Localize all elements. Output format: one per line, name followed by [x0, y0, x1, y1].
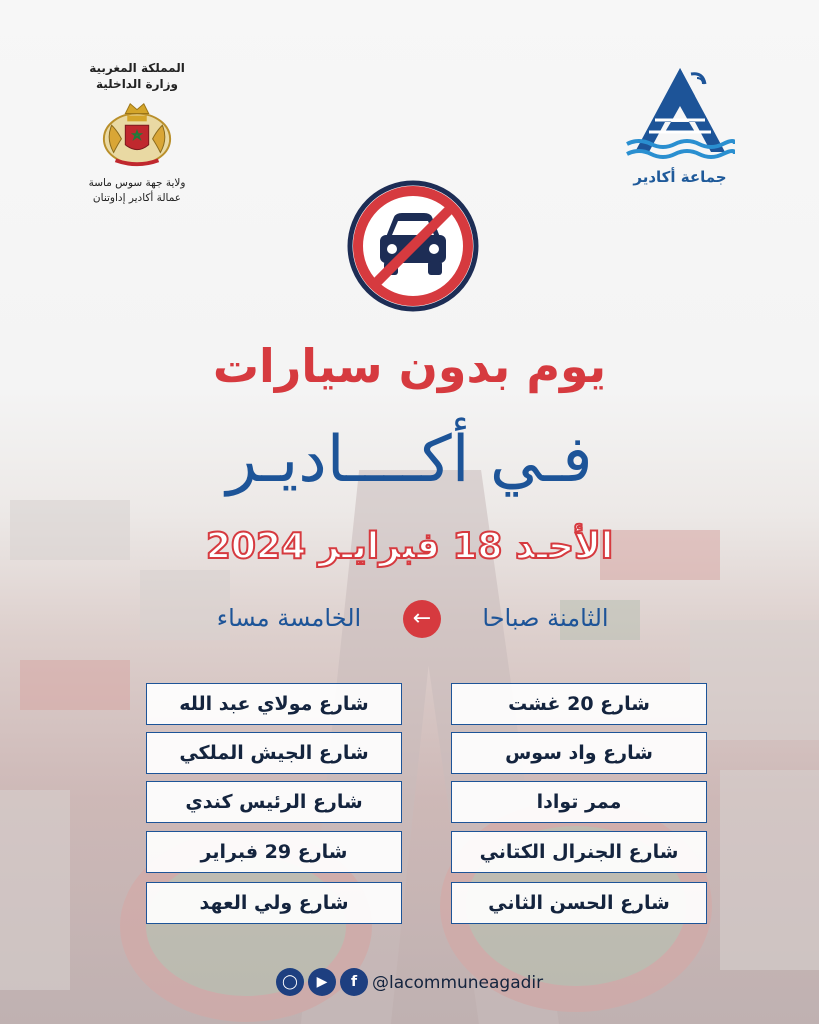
ministry-label: وزارة الداخلية [95, 77, 179, 91]
street-item: شارع 20 غشت [451, 683, 707, 725]
prefecture-label: عمالة أكادير إداوتنان [92, 192, 182, 204]
street-item: شارع الجنرال الكتاني [451, 831, 707, 873]
facebook-icon[interactable]: f [340, 968, 368, 996]
street-item: شارع ولي العهد [146, 882, 402, 924]
royal-crest-icon [98, 96, 176, 172]
street-item: شارع الحسن الثاني [451, 882, 707, 924]
title-line1: يوم بدون سيارات [212, 339, 607, 393]
street-item: شارع واد سوس [451, 732, 707, 774]
event-date: الأحـد 18 فبرايـر 2024 [205, 526, 614, 567]
commune-logo-text: جماعة أكادير [633, 168, 727, 186]
no-cars-icon [346, 179, 480, 313]
youtube-icon[interactable]: ▶ [308, 968, 336, 996]
street-item: ممر توادا [451, 781, 707, 823]
street-item: شارع الجيش الملكي [146, 732, 402, 774]
region-label: ولاية جهة سوس ماسة [88, 177, 186, 189]
kingdom-label: المملكة المغربية [89, 61, 185, 75]
street-item: شارع الرئيس كندي [146, 781, 402, 823]
social-handle[interactable]: @lacommuneagadir [372, 973, 544, 993]
time-to: الخامسة مساء [216, 604, 362, 632]
instagram-icon[interactable]: ◯ [276, 968, 304, 996]
street-item: شارع 29 فبراير [146, 831, 402, 873]
commune-logo [622, 62, 738, 186]
title-line2: فـي أكــــاديـر [226, 423, 593, 497]
social-footer [0, 966, 819, 1000]
time-from: الثامنة صباحا [482, 604, 609, 632]
time-row [0, 598, 819, 642]
ministry-block [62, 60, 212, 206]
commune-agadir-logo-icon [625, 62, 735, 166]
street-item: شارع مولاي عبد الله [146, 683, 402, 725]
arrow-left-icon: ← [403, 600, 441, 638]
